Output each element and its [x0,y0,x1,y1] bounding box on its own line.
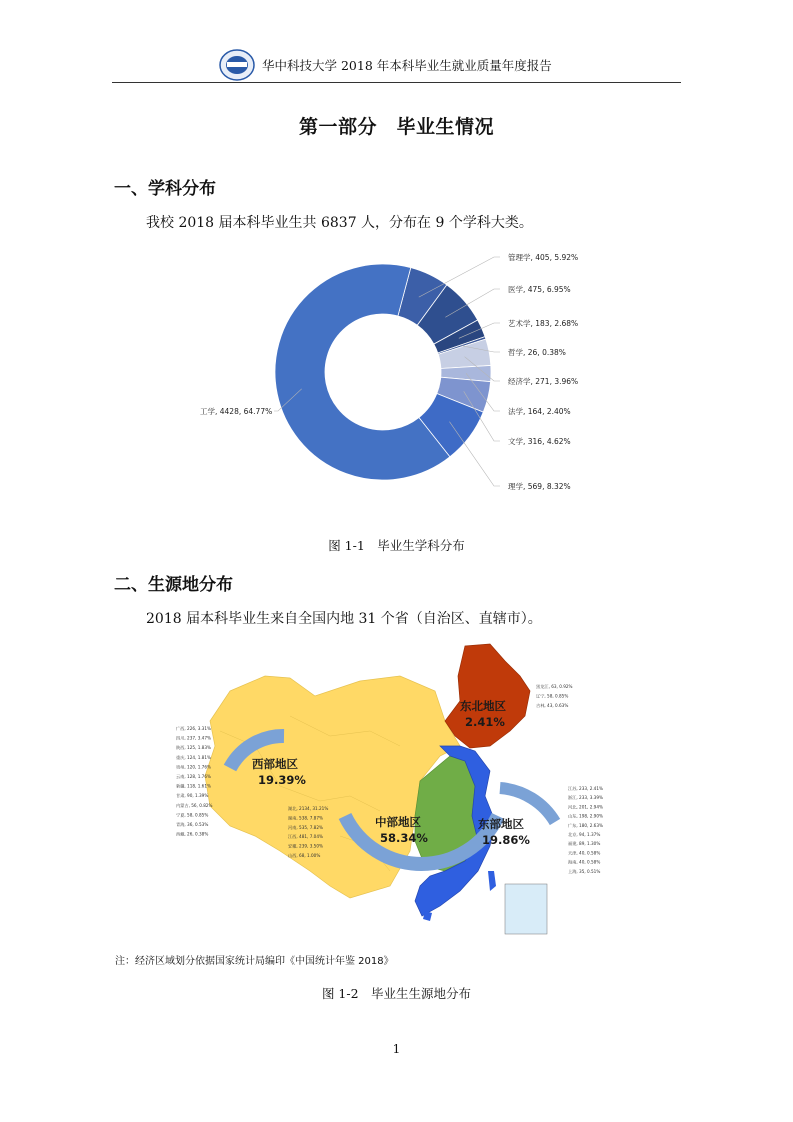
subject-donut-chart [180,240,620,510]
china-origin-map [160,636,620,936]
west-province-item-5: 贵州, 120, 1.76% [176,764,211,770]
west-province-item-12: 西藏, 26, 0.38% [176,831,209,837]
west-province-item-4: 重庆, 124, 1.81% [176,754,211,760]
east-province-item-4: 山东, 198, 2.90% [568,813,603,819]
donut-label-1: 管理学, 405, 5.92% [508,253,579,262]
west-province-item-3: 陕西, 125, 1.83% [176,745,211,751]
west-province-item-9: 内蒙古, 56, 0.82% [176,802,213,808]
northeast-province-item-2: 辽宁, 58, 0.85% [536,693,569,699]
east-province-item-8: 天津, 40, 0.58% [568,850,601,856]
region-percent-northeast: 2.41% [465,715,505,729]
region-label-northeast: 东北地区 [460,699,506,713]
section-heading-subject: 一、学科分布 [114,179,216,199]
west-province-item-1: 广西, 226, 3.31% [176,726,211,731]
central-province-item-4: 江西, 481, 7.04% [288,834,323,840]
region-percent-west: 19.39% [258,773,306,787]
central-province-item-3: 河南, 535, 7.82% [288,824,323,830]
donut-label-4: 哲学, 26, 0.38% [508,348,566,357]
west-province-item-6: 云南, 128, 1.76% [176,774,211,779]
section-paragraph-origin: 2018 届本科毕业生来自全国内地 31 个省（自治区、直辖市）。 [146,611,542,627]
donut-label-6: 法学, 164, 2.40% [508,407,571,416]
donut-label-2: 医学, 475, 6.95% [508,285,571,294]
east-province-item-3: 河北, 201, 2.94% [568,804,603,810]
donut-label-5: 经济学, 271, 3.96% [508,377,579,386]
central-province-item-6: 山西, 68, 1.00% [288,853,321,858]
figure-caption-1: 图 1-1 毕业生学科分布 [328,538,465,553]
map-note: 注：经济区域划分依据国家统计局编印《中国统计年鉴 2018》 [115,956,394,967]
donut-label-3: 艺术学, 183, 2.68% [508,319,579,328]
donut-label-9: 工学, 4428, 64.77% [200,407,273,416]
region-label-east: 东部地区 [478,817,524,831]
university-logo [218,48,256,82]
east-province-item-6: 北京, 94, 1.37% [568,832,601,837]
figure-caption-2: 图 1-2 毕业生生源地分布 [321,986,472,1001]
northeast-province-item-3: 吉林, 43, 0.63% [536,703,569,708]
west-province-item-10: 宁夏, 58, 0.85% [176,812,209,818]
east-province-item-2: 浙江, 233, 3.39% [568,795,603,801]
region-label-central: 中部地区 [375,815,421,829]
region-percent-central: 58.34% [380,831,428,845]
west-province-item-8: 甘肃, 90, 1.39% [176,793,209,799]
east-province-item-10: 上海, 35, 0.51% [568,868,601,874]
region-percent-east: 19.86% [482,833,530,847]
donut-label-8: 理学, 569, 8.32% [508,482,571,491]
page-number: 1 [392,1042,401,1056]
region-label-west: 西部地区 [252,757,298,771]
east-province-item-9: 海南, 40, 0.58% [568,859,601,865]
east-province-item-5: 广东, 180, 2.63% [568,822,603,828]
central-province-item-2: 湖南, 538, 7.87% [288,815,323,821]
west-province-item-11: 青海, 36, 0.53% [176,822,209,827]
east-province-item-1: 江苏, 233, 2.41% [568,786,603,791]
northeast-province-item-1: 黑龙江, 63, 0.92% [536,684,573,689]
header-title: 华中科技大学 2018 年本科毕业生就业质量年度报告 [262,58,552,73]
section-heading-origin: 二、生源地分布 [114,575,233,595]
east-province-item-7: 福建, 89, 1.30% [568,841,601,847]
west-province-item-7: 新疆, 118, 1.61% [176,783,211,789]
header-divider [112,82,681,83]
donut-label-7: 文学, 316, 4.62% [508,437,571,446]
central-province-item-1: 湖北, 2134, 31.21% [288,806,329,811]
west-province-item-2: 四川, 237, 3.47% [176,735,211,741]
south-sea-inset [505,884,547,934]
central-province-item-5: 安徽, 239, 3.50% [288,843,323,849]
map-region-northeast [445,644,530,748]
section-paragraph-subject: 我校 2018 届本科毕业生共 6837 人，分布在 9 个学科大类。 [146,215,533,231]
part-title: 第一部分 毕业生情况 [298,116,494,138]
